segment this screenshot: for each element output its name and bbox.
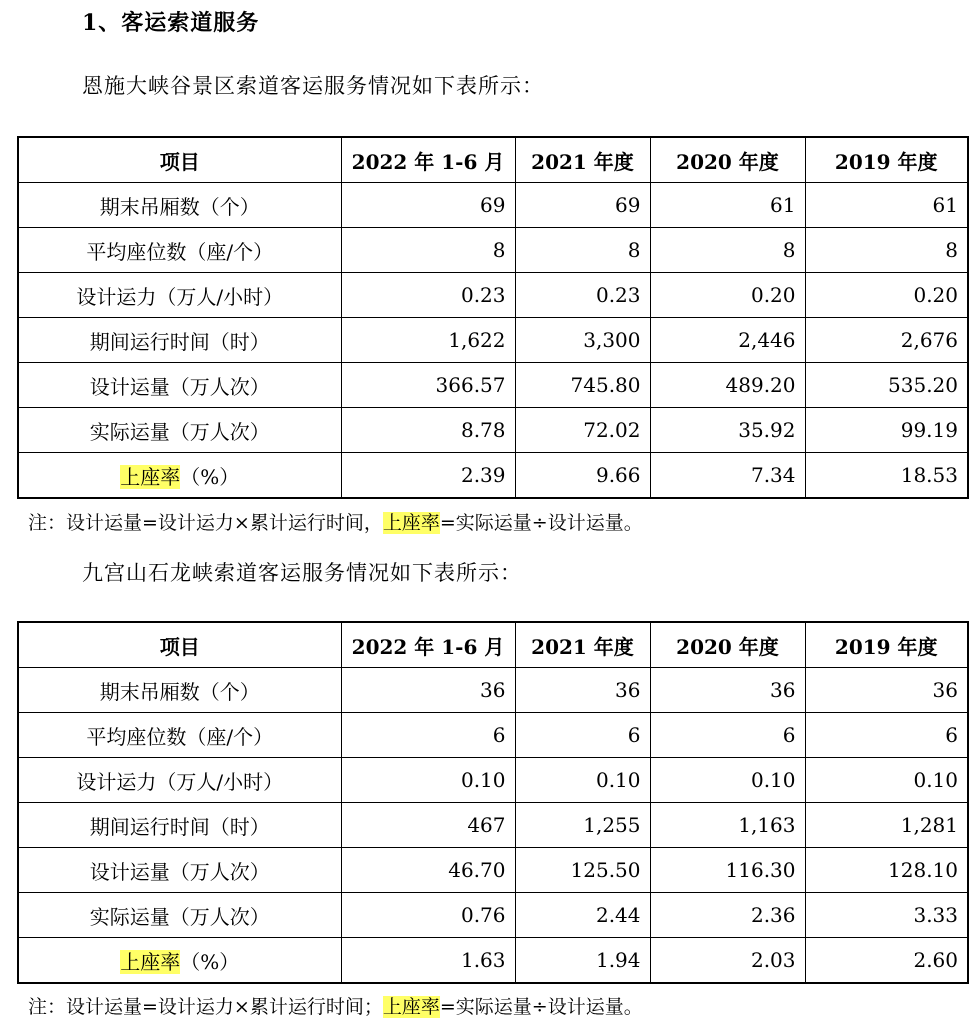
cell-2022h1: 1,622 <box>341 318 515 363</box>
table-row <box>18 758 968 803</box>
cell-2021: 72.02 <box>515 408 650 453</box>
table1-intro: 恩施大峡谷景区索道客运服务情况如下表所示： <box>82 74 544 98</box>
cell-2020: 8 <box>650 228 805 273</box>
row-label: 设计运力（万人/小时） <box>18 758 341 803</box>
row-label: 实际运量（万人次） <box>18 893 341 938</box>
note-text: 注：设计运量=设计运力×累计运行时间； <box>28 996 383 1018</box>
cell-2021: 1,255 <box>515 803 650 848</box>
table-row <box>18 408 968 453</box>
cell-2019: 535.20 <box>805 363 968 408</box>
cell-2020: 7.34 <box>650 453 805 499</box>
cell-2019: 18.53 <box>805 453 968 499</box>
header-2019: 2019 年度 <box>805 137 968 183</box>
highlighted-term: 上座率 <box>382 512 440 534</box>
row-label: 期末吊厢数（个） <box>18 183 341 228</box>
table-row <box>18 668 968 713</box>
table2-note <box>28 992 643 1019</box>
row-label <box>18 453 341 499</box>
cell-2022h1: 0.10 <box>341 758 515 803</box>
section-title: 1、客运索道服务 <box>82 10 260 36</box>
row-label-unit: （%） <box>180 464 240 489</box>
cell-2022h1: 0.23 <box>341 273 515 318</box>
cell-2020: 0.10 <box>650 758 805 803</box>
cell-2021: 36 <box>515 668 650 713</box>
header-2020: 2020 年度 <box>650 622 805 668</box>
note-text: =实际运量÷设计运量。 <box>439 996 643 1018</box>
cell-2022h1: 0.76 <box>341 893 515 938</box>
cell-2022h1: 467 <box>341 803 515 848</box>
cell-2022h1: 2.39 <box>341 453 515 499</box>
cell-2020: 2.36 <box>650 893 805 938</box>
cell-2021: 6 <box>515 713 650 758</box>
cell-2020: 0.20 <box>650 273 805 318</box>
header-2021: 2021 年度 <box>515 622 650 668</box>
row-label: 期间运行时间（时） <box>18 803 341 848</box>
header-2021: 2021 年度 <box>515 137 650 183</box>
cell-2022h1: 1.63 <box>341 938 515 984</box>
cell-2019: 99.19 <box>805 408 968 453</box>
row-label: 平均座位数（座/个） <box>18 713 341 758</box>
table1-note <box>28 508 643 535</box>
cell-2019: 8 <box>805 228 968 273</box>
cell-2020: 35.92 <box>650 408 805 453</box>
cell-2021: 125.50 <box>515 848 650 893</box>
cell-2022h1: 36 <box>341 668 515 713</box>
cell-2022h1: 8 <box>341 228 515 273</box>
cell-2019: 6 <box>805 713 968 758</box>
highlighted-term: 上座率 <box>120 949 181 974</box>
row-label: 设计运量（万人次） <box>18 848 341 893</box>
table2-intro: 九宫山石龙峡索道客运服务情况如下表所示： <box>82 561 522 585</box>
cell-2021: 2.44 <box>515 893 650 938</box>
row-label: 期末吊厢数（个） <box>18 668 341 713</box>
table-row <box>18 228 968 273</box>
cell-2021: 8 <box>515 228 650 273</box>
cell-2022h1: 8.78 <box>341 408 515 453</box>
cell-2019: 61 <box>805 183 968 228</box>
row-label: 期间运行时间（时） <box>18 318 341 363</box>
cell-2020: 36 <box>650 668 805 713</box>
table-row <box>18 183 968 228</box>
table-row-occupancy-rate <box>18 453 968 499</box>
table-row <box>18 893 968 938</box>
cell-2022h1: 46.70 <box>341 848 515 893</box>
table2-jiugongshan-shilongxia <box>17 621 969 984</box>
row-label-unit: （%） <box>180 949 240 974</box>
cell-2020: 1,163 <box>650 803 805 848</box>
cell-2019: 0.20 <box>805 273 968 318</box>
header-item: 项目 <box>18 622 341 668</box>
cell-2021: 69 <box>515 183 650 228</box>
header-item: 项目 <box>18 137 341 183</box>
table-row <box>18 273 968 318</box>
row-label: 设计运力（万人/小时） <box>18 273 341 318</box>
table-row-occupancy-rate <box>18 938 968 984</box>
cell-2020: 2,446 <box>650 318 805 363</box>
row-label: 实际运量（万人次） <box>18 408 341 453</box>
table1-enshi-grand-canyon <box>17 136 969 499</box>
header-2020: 2020 年度 <box>650 137 805 183</box>
cell-2021: 3,300 <box>515 318 650 363</box>
row-label: 设计运量（万人次） <box>18 363 341 408</box>
table-header-row <box>18 137 968 183</box>
table-row <box>18 363 968 408</box>
row-label <box>18 938 341 984</box>
cell-2021: 0.10 <box>515 758 650 803</box>
table-row <box>18 848 968 893</box>
table-row <box>18 713 968 758</box>
cell-2019: 36 <box>805 668 968 713</box>
highlighted-term: 上座率 <box>120 464 181 489</box>
cell-2021: 745.80 <box>515 363 650 408</box>
row-label: 平均座位数（座/个） <box>18 228 341 273</box>
cell-2020: 489.20 <box>650 363 805 408</box>
cell-2020: 2.03 <box>650 938 805 984</box>
cell-2019: 2,676 <box>805 318 968 363</box>
cell-2020: 116.30 <box>650 848 805 893</box>
header-2022h1: 2022 年 1-6 月 <box>341 137 515 183</box>
header-2022h1: 2022 年 1-6 月 <box>341 622 515 668</box>
note-text: =实际运量÷设计运量。 <box>439 512 643 534</box>
table-row <box>18 318 968 363</box>
highlighted-term: 上座率 <box>382 996 440 1018</box>
cell-2022h1: 69 <box>341 183 515 228</box>
cell-2021: 1.94 <box>515 938 650 984</box>
cell-2020: 61 <box>650 183 805 228</box>
header-2019: 2019 年度 <box>805 622 968 668</box>
table-header-row <box>18 622 968 668</box>
cell-2019: 0.10 <box>805 758 968 803</box>
cell-2020: 6 <box>650 713 805 758</box>
cell-2019: 2.60 <box>805 938 968 984</box>
table-row <box>18 803 968 848</box>
cell-2021: 0.23 <box>515 273 650 318</box>
cell-2022h1: 366.57 <box>341 363 515 408</box>
cell-2021: 9.66 <box>515 453 650 499</box>
cell-2019: 128.10 <box>805 848 968 893</box>
note-text: 注：设计运量=设计运力×累计运行时间， <box>28 512 383 534</box>
cell-2022h1: 6 <box>341 713 515 758</box>
cell-2019: 1,281 <box>805 803 968 848</box>
cell-2019: 3.33 <box>805 893 968 938</box>
